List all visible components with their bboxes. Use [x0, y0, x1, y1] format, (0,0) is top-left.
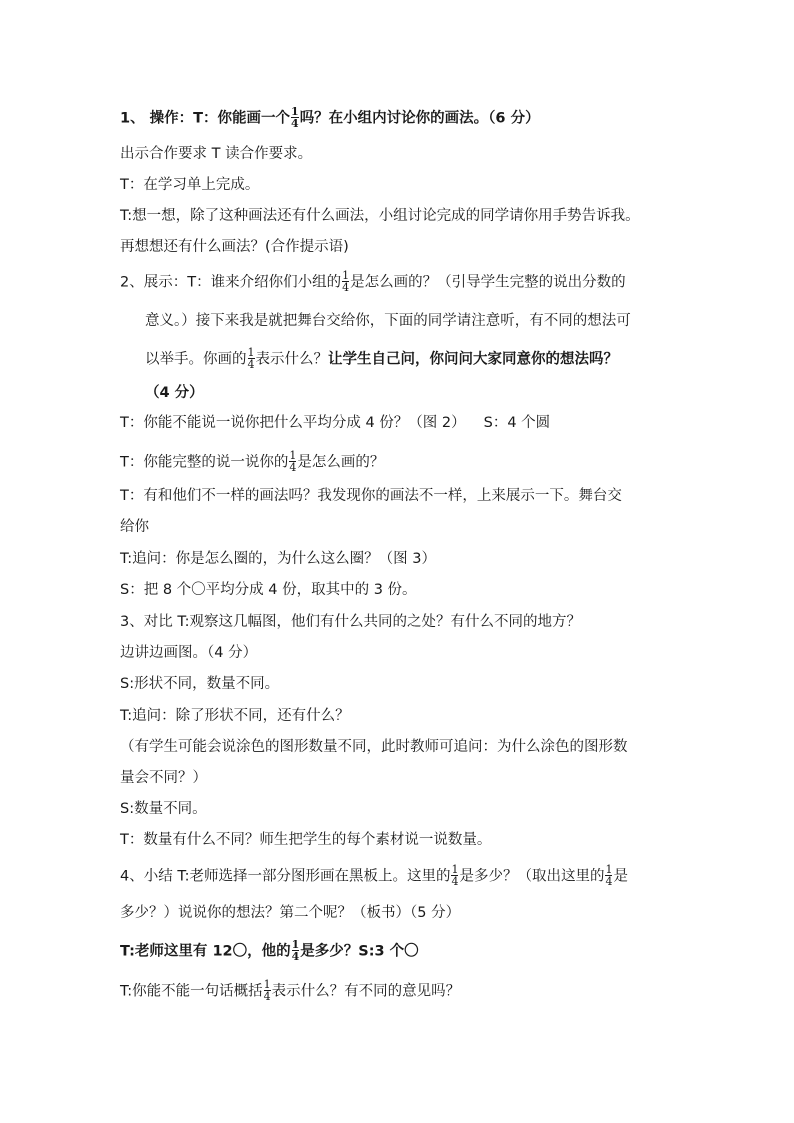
paragraph-line: 再想想还有什么画法？(合作提示语) [120, 239, 349, 255]
fraction-quarter: $\frac{1}{4}$ [291, 938, 300, 963]
item-2-heading: 2、展示：T：谁来介绍你们小组的 $\frac{1}{4}$ 是怎么画的？（引导学生完整的说出分数的 [120, 269, 626, 294]
fraction-quarter: $\frac{1}{4}$ [289, 449, 297, 474]
paragraph-line: S：把 8 个〇平均分成 4 份，取其中的 3 份。 [120, 582, 417, 598]
paragraph-line: T:想一想，除了这种画法还有什么画法，小组讨论完成的同学请你用手势告诉我。 [120, 208, 640, 224]
fraction-quarter: $\frac{1}{4}$ [291, 105, 299, 130]
paragraph-line: S:形状不同，数量不同。 [120, 676, 280, 692]
paragraph-line: T:追问：除了形状不同，还有什么？ [120, 708, 350, 724]
fraction-quarter: $\frac{1}{4}$ [342, 269, 350, 294]
paragraph-line: T:老师这里有 12〇，他的 $\frac{1}{4}$ 是多少？S:3 个〇 [120, 938, 419, 963]
paragraph-line: T:追问：你是怎么圈的，为什么这么圈？（图 3） [120, 551, 436, 567]
fraction-quarter: $\frac{1}{4}$ [605, 863, 613, 888]
paragraph-line: T：有和他们不一样的画法吗？我发现你的画法不一样，上来展示一下。舞台交 [120, 488, 622, 504]
item-3-heading: 3、对比 T:观察这几幅图，他们有什么共同的之处？有什么不同的地方？ [120, 614, 581, 630]
fraction-quarter: $\frac{1}{4}$ [247, 346, 255, 371]
fraction-quarter: $\frac{1}{4}$ [451, 863, 459, 888]
paragraph-line: 量会不同？） [120, 770, 207, 786]
paragraph-line: 意义。）接下来我是就把舞台交给你，下面的同学请注意听，有不同的想法可 [145, 313, 631, 329]
item-1-heading: 1、 操作：T：你能画一个 $\frac{1}{4}$ 吗？在小组内讨论你的画法。（6 分） [120, 105, 540, 130]
paragraph-line: T：你能完整的说一说你的 $\frac{1}{4}$ 是怎么画的？ [120, 449, 385, 474]
paragraph-line: 边讲边画图。（4 分） [120, 645, 258, 661]
paragraph-line: T：数量有什么不同？师生把学生的每个素材说一说数量。 [120, 832, 492, 848]
paragraph-line: 以举手。你画的 $\frac{1}{4}$ 表示什么？让学生自己问，你问问大家同意你的想法吗？ [145, 346, 618, 371]
paragraph-line: 出示合作要求 T 读合作要求。 [120, 146, 313, 162]
score-note: （4 分） [145, 385, 204, 401]
paragraph-line: 多少？）说说你的想法？第二个呢？（板书）（5 分） [120, 905, 461, 921]
fraction-quarter: $\frac{1}{4}$ [263, 978, 271, 1003]
paragraph-line: S:数量不同。 [120, 801, 207, 817]
paragraph-line: （有学生可能会说涂色的图形数量不同，此时教师可追问：为什么涂色的图形数 [120, 739, 628, 755]
paragraph-line: T:你能不能一句话概括 $\frac{1}{4}$ 表示什么？有不同的意见吗？ [120, 978, 461, 1003]
item-4-heading: 4、小结 T:老师选择一部分图形画在黑板上。这里的 $\frac{1}{4}$ 是多少？（取出这里的 $\frac{1}{4}$ 是 [120, 863, 628, 888]
paragraph-line: T：你能不能说一说你把什么平均分成 4 份？（图 2） S：4 个圆 [120, 415, 551, 431]
paragraph-line: T：在学习单上完成。 [120, 177, 260, 193]
paragraph-line: 给你 [120, 519, 149, 535]
